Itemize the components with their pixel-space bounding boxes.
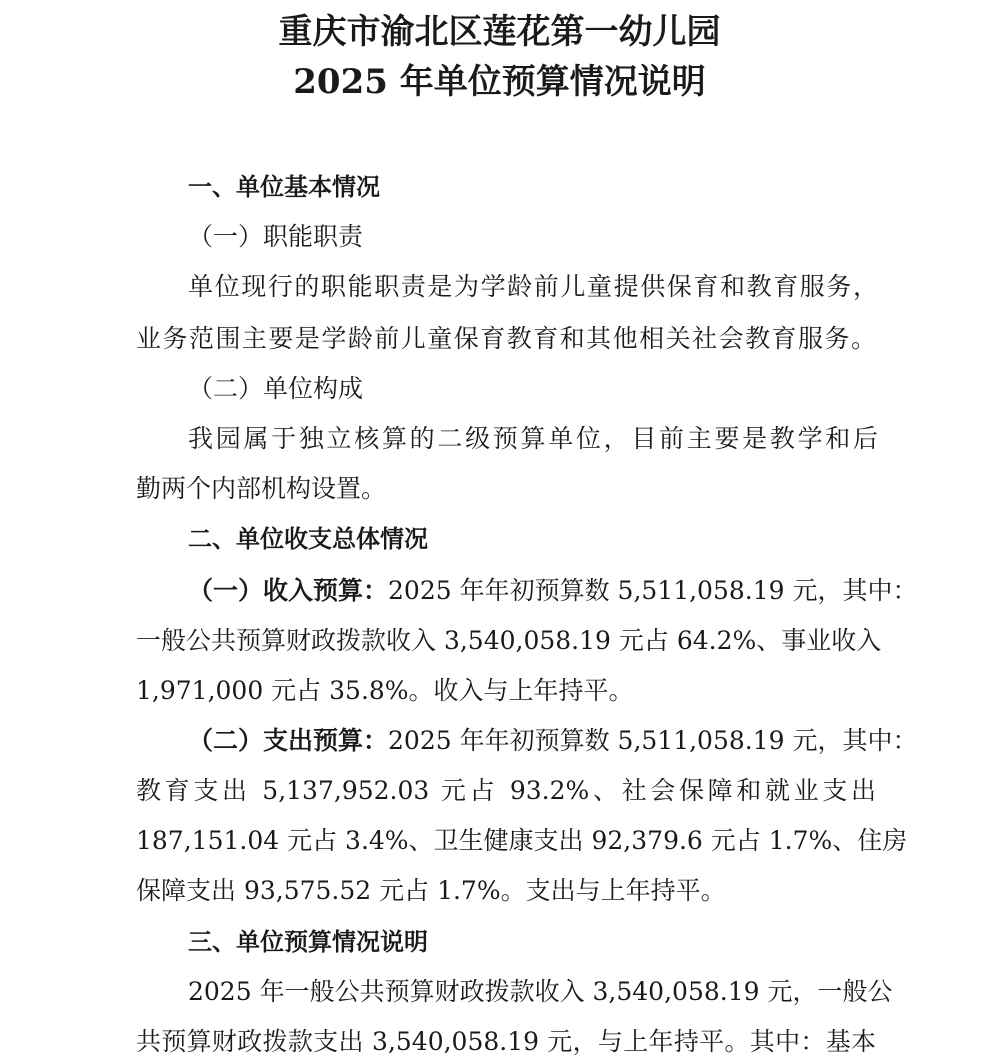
section2-income-line2: 一般公共预算财政拨款收入 3,540,058.19 元占 64.2%、事业收入 (136, 626, 882, 655)
section2-heading: 二、单位收支总体情况 (188, 524, 428, 553)
section2-expense-line2: 教育支出 5,137,952.03 元占 93.2%、社会保障和就业支出 (136, 776, 876, 805)
document-title-line2: 2025 年单位预算情况说明 (293, 62, 706, 102)
section3-paragraph-line1: 2025 年一般公共预算财政拨款收入 3,540,058.19 元，一般公 (188, 977, 893, 1006)
section2-income-line3: 1,971,000 元占 35.8%。收入与上年持平。 (136, 676, 634, 705)
section2-income-line1 (188, 574, 918, 608)
section2-expense-line3: 187,151.04 元占 3.4%、卫生健康支出 92,379.6 元占 1.7%、住房 (136, 826, 908, 855)
section1-sub2-paragraph-line2: 勤两个内部机构设置。 (136, 474, 387, 503)
income-label: （一）收入预算： (188, 576, 389, 605)
section2-expense-line4: 保障支出 93,575.52 元占 1.7%。支出与上年持平。 (136, 876, 726, 905)
section1-heading: 一、单位基本情况 (188, 172, 380, 201)
document-title-line1: 重庆市渝北区莲花第一幼儿园 (278, 12, 721, 52)
expense-label: （二）支出预算： (188, 726, 389, 755)
section2-expense-line1 (188, 724, 918, 758)
section1-sub1-paragraph-line1: 单位现行的职能职责是为学龄前儿童提供保育和教育服务， (188, 272, 878, 301)
income-line1-text: 2025 年年初预算数 5,511,058.19 元，其中： (388, 576, 918, 605)
section3-heading: 三、单位预算情况说明 (188, 927, 428, 956)
section1-sub1-paragraph-line2: 业务范围主要是学龄前儿童保育教育和其他相关社会教育服务。 (136, 324, 876, 353)
section1-sub2-heading: （二）单位构成 (188, 374, 364, 403)
section1-sub1-heading: （一）职能职责 (188, 222, 364, 251)
section3-paragraph-line2: 共预算财政拨款支出 3,540,058.19 元，与上年持平。其中：基本 (136, 1027, 876, 1056)
section1-sub2-paragraph-line1: 我园属于独立核算的二级预算单位，目前主要是教学和后 (188, 424, 878, 453)
expense-line1-text: 2025 年年初预算数 5,511,058.19 元，其中： (388, 726, 918, 755)
